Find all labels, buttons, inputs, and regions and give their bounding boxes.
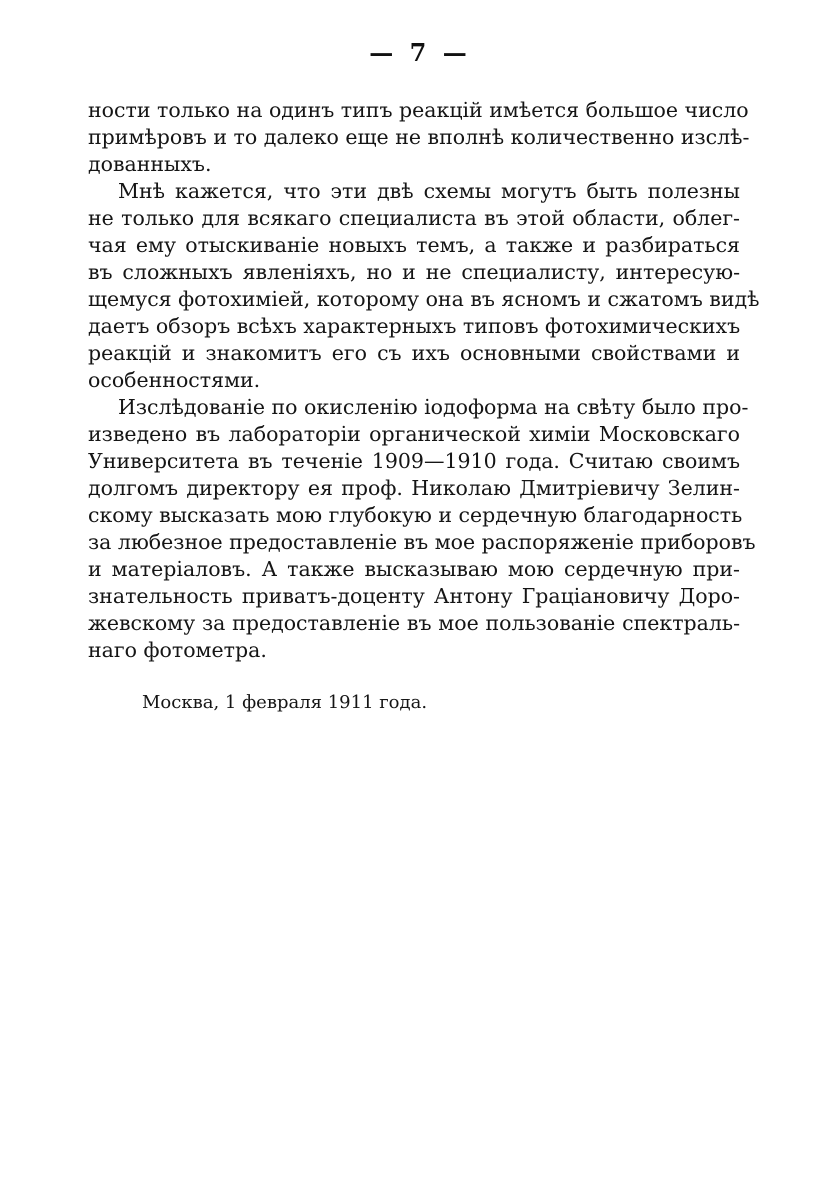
text-line: чая ему отыскиваніе новыхъ темъ, а также и разбираться [88, 233, 740, 257]
text-line: въ сложныхъ явленіяхъ, но и не специалисту, интересую- [88, 260, 740, 284]
text-line: дованныхъ. [88, 152, 212, 176]
text-line: скому высказать мою глубокую и сердечную благодарность [88, 503, 743, 527]
text-line: ности только на одинъ типъ реакцій имѣется большое число [88, 98, 749, 122]
text-line: знательность приватъ-доценту Антону Граціановичу Доро- [88, 584, 740, 608]
text-line: за любезное предоставленіе въ мое распоряженіе приборовъ [88, 530, 756, 554]
text-line: и матеріаловъ. А также высказываю мою сердечную при- [88, 557, 740, 581]
page-number: — 7 — [369, 38, 471, 67]
text-line: даетъ обзоръ всѣхъ характерныхъ типовъ фотохимическихъ [88, 314, 741, 338]
place-date-signature: Москва, 1 февраля 1911 года. [142, 692, 428, 713]
text-line: Мнѣ кажется, что эти двѣ схемы могутъ быть полезны [118, 179, 740, 203]
text-line: особенностями. [88, 368, 261, 392]
text-line: долгомъ директору ея проф. Николаю Дмитріевичу Зелин- [88, 476, 740, 500]
text-line: щемуся фотохиміей, которому она въ ясномъ и сжатомъ видѣ [88, 287, 760, 311]
text-line: Изслѣдованіе по окисленію іодоформа на свѣту было про- [118, 395, 749, 419]
text-line: реакцій и знакомитъ его съ ихъ основными свойствами и [88, 341, 740, 365]
text-line: примѣровъ и то далеко еще не вполнѣ количественно изслѣ- [88, 125, 750, 149]
text-line: не только для всякаго специалиста въ этой области, облег- [88, 206, 740, 230]
text-line: жевскому за предоставленіе въ мое пользованіе спектраль- [88, 611, 740, 635]
text-line: наго фотометра. [88, 638, 267, 662]
text-line: изведено въ лабораторіи органической химіи Московскаго [88, 422, 740, 446]
text-line: Университета въ теченіе 1909—1910 года. Считаю своимъ [88, 449, 740, 473]
